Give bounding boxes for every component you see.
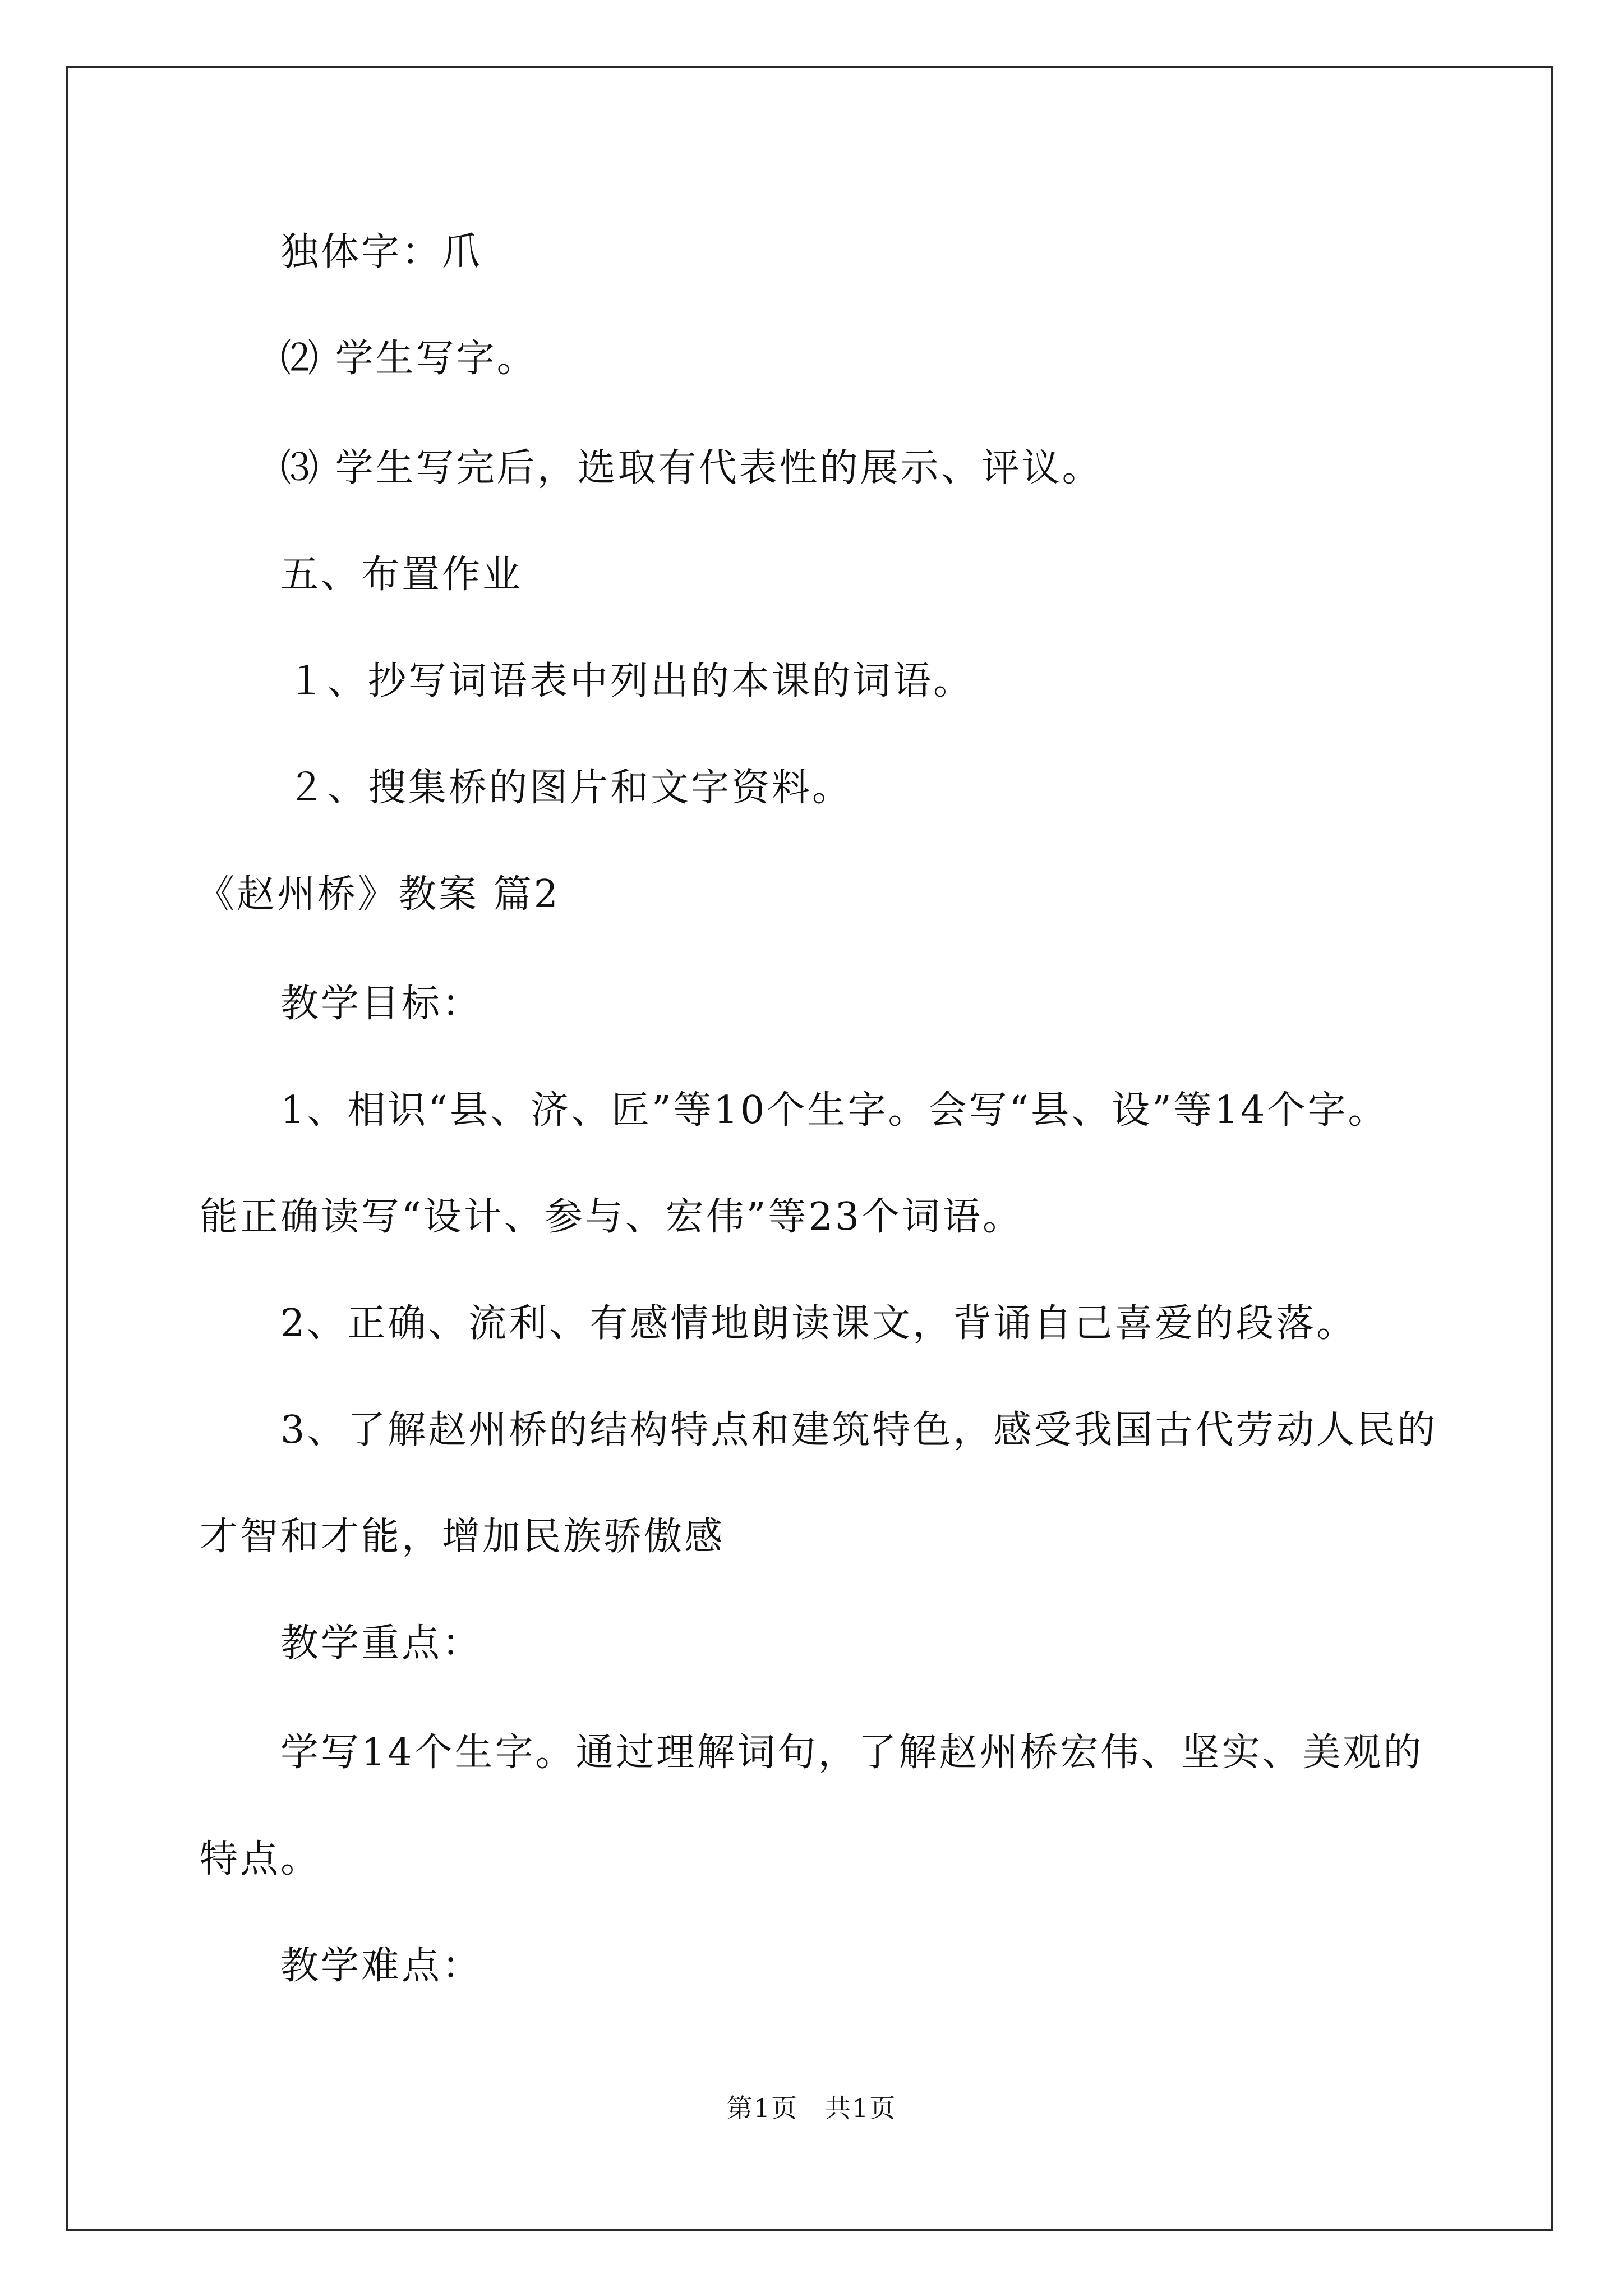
text-line-objective-2: 2、正确、流利、有感情地朗读课文，背诵自己喜爱的段落。	[280, 1301, 1357, 1346]
section-heading-homework: 五、布置作业	[280, 553, 523, 597]
text-line-key-points-a: 学写14个生字。通过理解词句，了解赵州桥宏伟、坚实、美观的	[280, 1731, 1424, 1775]
text-line-students-write: ⑵ 学生写字。	[280, 337, 537, 381]
text-line-objective-1a: 1、相识“县、济、匠”等10个生字。会写“县、设”等14个字。	[280, 1088, 1389, 1133]
section-heading-key-points: 教学重点：	[280, 1621, 483, 1665]
page-footer: 第1页 共1页	[726, 2093, 897, 2123]
section-heading-difficulties: 教学难点：	[280, 1944, 483, 1988]
text-line-objective-1b: 能正确读写“设计、参与、宏伟”等23个词语。	[200, 1195, 1023, 1239]
text-line-homework-1: １、抄写词语表中列出的本课的词语。	[287, 659, 974, 703]
section-heading-objectives: 教学目标：	[280, 982, 483, 1026]
text-line-objective-3a: 3、了解赵州桥的结构特点和建筑特色，感受我国古代劳动人民的	[280, 1408, 1438, 1452]
lesson-title: 《赵州桥》教案 篇2	[196, 872, 560, 917]
text-line-dutizi: 独体字：爪	[280, 230, 483, 274]
text-line-homework-2: ２、搜集桥的图片和文字资料。	[287, 766, 853, 810]
text-line-key-points-b: 特点。	[200, 1837, 321, 1881]
text-line-objective-3b: 才智和才能，增加民族骄傲感	[200, 1515, 725, 1559]
text-line-students-review: ⑶ 学生写完后，选取有代表性的展示、评议。	[280, 446, 1103, 490]
page-border	[66, 66, 1553, 2231]
